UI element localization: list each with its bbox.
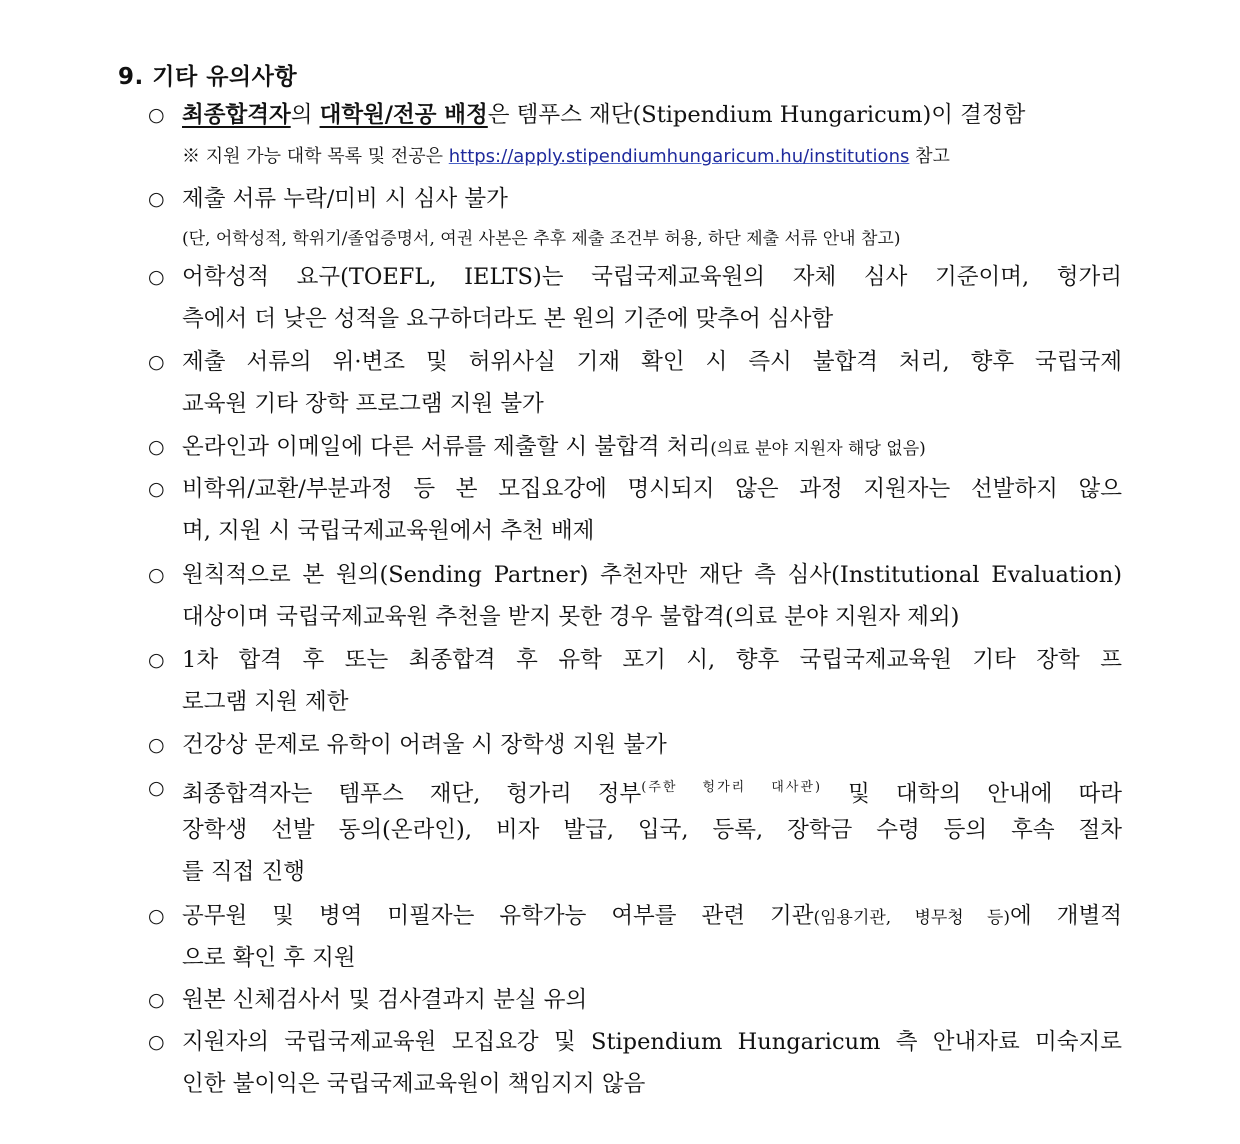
bullet-icon: ○ xyxy=(148,564,165,586)
emphasis-final-admittee: 최종합격자 xyxy=(182,102,291,128)
bullet-icon: ○ xyxy=(148,266,165,288)
text-fragment: 온라인과 이메일에 다른 서류를 제출할 시 불합격 처리 xyxy=(182,434,711,460)
bullet-icon: ○ xyxy=(148,989,165,1011)
item-line: 비학위/교환/부분과정 등 본 모집요강에 명시되지 않은 과정 지원자는 선발하지 않으 xyxy=(182,476,1122,502)
bullet-icon: ○ xyxy=(148,777,165,799)
bullet-icon: ○ xyxy=(148,188,165,210)
bullet-icon: ○ xyxy=(148,104,165,126)
text-fragment: 공무원 및 병역 미필자는 유학가능 여부를 관련 기관 xyxy=(182,903,814,929)
reference-note xyxy=(182,139,950,175)
item-line: 며, 지원 시 국립국제교육원에서 추천 배제 xyxy=(182,518,595,544)
small-note: (의료 분야 지원자 해당 없음) xyxy=(710,439,926,459)
item-line xyxy=(182,767,1122,809)
note-prefix: ※ 지원 가능 대학 목록 및 전공은 xyxy=(182,146,443,167)
item-line: 인한 불이익은 국립국제교육원이 책임지지 않음 xyxy=(182,1071,646,1097)
small-note: (임용기관, 병무청 등) xyxy=(813,908,1011,928)
item-line: 으로 확인 후 지원 xyxy=(182,945,356,971)
bullet-icon: ○ xyxy=(148,649,165,671)
item-line xyxy=(182,94,1122,136)
item-line: 건강상 문제로 유학이 어려울 시 장학생 지원 불가 xyxy=(182,732,667,758)
bullet-icon: ○ xyxy=(148,1031,165,1053)
bullet-icon: ○ xyxy=(148,478,165,500)
note-suffix: 참고 xyxy=(915,146,950,167)
item-line xyxy=(182,426,1122,468)
item-line: 제출 서류 누락/미비 시 심사 불가 xyxy=(182,186,508,212)
item-line: 측에서 더 낮은 성적을 요구하더라도 본 원의 기준에 맞추어 심사함 xyxy=(182,306,834,332)
item-line xyxy=(182,895,1122,937)
text-fragment: 최종합격자는 템푸스 재단, 헝가리 정부 xyxy=(182,781,642,807)
item-line: 원본 신체검사서 및 검사결과지 분실 유의 xyxy=(182,987,588,1013)
item-line: 제출 서류의 위·변조 및 허위사실 기재 확인 시 즉시 불합격 처리, 향후 국립국제 xyxy=(182,349,1122,375)
item-line: 교육원 기타 장학 프로그램 지원 불가 xyxy=(182,391,544,417)
emphasis-major-assignment: 대학원/전공 배정 xyxy=(319,102,488,128)
item-line: 를 직접 진행 xyxy=(182,859,305,885)
section-heading: 9. 기타 유의사항 xyxy=(118,64,298,90)
text-fragment: 에 개별적 xyxy=(1010,903,1122,929)
item-line: 장학생 선발 동의(온라인), 비자 발급, 입국, 등록, 장학금 수령 등의 후속 절차 xyxy=(182,817,1122,843)
item-line: 지원자의 국립국제교육원 모집요강 및 Stipendium Hungaricum 측 안내자료 미숙지로 xyxy=(182,1029,1122,1055)
bullet-icon: ○ xyxy=(148,351,165,373)
bullet-icon: ○ xyxy=(148,905,165,927)
embassy-note: (주한 헝가리 대사관) xyxy=(641,780,823,795)
exception-note: (단, 어학성적, 학위기/졸업증명서, 여권 사본은 추후 제출 조건부 허용, 하단 제출 서류 안내 참고) xyxy=(182,229,901,249)
text-fragment: 은 템푸스 재단(Stipendium Hungaricum)이 결정함 xyxy=(487,102,1026,128)
item-line: 어학성적 요구(TOEFL, IELTS)는 국립국제교육원의 자체 심사 기준이며, 헝가리 xyxy=(182,264,1122,290)
item-line: 로그램 지원 제한 xyxy=(182,689,349,715)
item-line: 대상이며 국립국제교육원 추천을 받지 못한 경우 불합격(의료 분야 지원자 제외) xyxy=(182,604,960,630)
bullet-icon: ○ xyxy=(148,436,165,458)
item-line: 원칙적으로 본 원의(Sending Partner) 추천자만 재단 측 심사(Institutional Evaluation) xyxy=(182,562,1122,588)
item-line: 1차 합격 후 또는 최종합격 후 유학 포기 시, 향후 국립국제교육원 기타 장학 프 xyxy=(182,647,1122,673)
bullet-icon: ○ xyxy=(148,734,165,756)
text-fragment: 및 대학의 안내에 따라 xyxy=(822,781,1122,807)
institutions-link[interactable]: https://apply.stipendiumhungaricum.hu/institutions xyxy=(448,146,910,167)
text-fragment: 의 xyxy=(290,102,320,128)
